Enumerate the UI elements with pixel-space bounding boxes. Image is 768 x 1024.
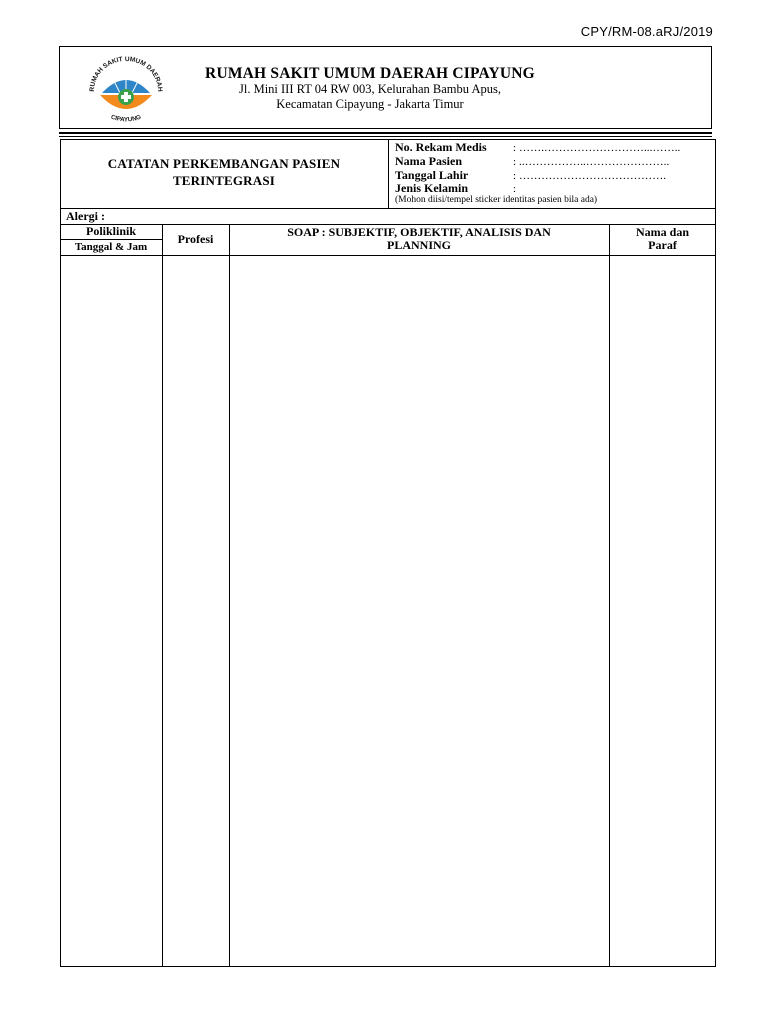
header-divider-thick (59, 132, 712, 134)
cell-poliklinik-entries[interactable] (61, 256, 162, 966)
field-value: : ..……………..………………….. (513, 156, 670, 168)
hospital-name: RUMAH SAKIT UMUM DAERAH CIPAYUNG (205, 65, 535, 82)
form-title (60, 155, 388, 189)
rule-poliklinik-split (60, 239, 162, 240)
identity-sticker-note: (Mohon diisi/tempel sticker identitas pasien bila ada) (395, 195, 598, 205)
column-header-date-time: Tanggal & Jam (74, 241, 148, 253)
hospital-header (59, 46, 712, 129)
rule-identity-divider (388, 139, 389, 208)
form-title-line-1: CATATAN PERKEMBANGAN PASIEN (107, 156, 341, 171)
hospital-logo-icon (82, 53, 170, 123)
column-header-soap (229, 226, 609, 252)
cell-profesi-entries[interactable] (163, 256, 229, 966)
address-line-2: Kecamatan Cipayung - Jakarta Timur (276, 97, 464, 111)
field-medical-record-number[interactable] (395, 141, 680, 155)
address-line-1: Jl. Mini III RT 04 RW 003, Kelurahan Bambu Apus, (239, 82, 501, 96)
field-value: : (513, 183, 517, 195)
field-label: Jenis Kelamin (395, 181, 469, 195)
form-title-line-2: TERINTEGRASI (172, 173, 276, 188)
logo-text-top: RUMAH SAKIT UMUM DAERAH (88, 55, 164, 92)
field-gender[interactable] (395, 182, 516, 196)
column-header-name-signature (609, 226, 716, 252)
field-patient-name[interactable] (395, 155, 669, 169)
field-label: Tanggal Lahir (395, 168, 469, 182)
column-header-profesi: Profesi (177, 232, 214, 246)
svg-text:CIPAYUNG (110, 114, 142, 123)
logo-text-bottom: CIPAYUNG (109, 113, 143, 123)
name-header-line-2: Paraf (648, 238, 677, 252)
name-header-line-1: Nama dan (635, 225, 689, 239)
header-divider-thin (59, 136, 712, 137)
soap-header-line-1: SOAP : SUBJEKTIF, OBJEKTIF, ANALISIS DAN (287, 225, 551, 239)
rule-below-identity (60, 208, 716, 209)
cell-soap-entries[interactable] (230, 256, 609, 966)
column-header-poliklinik: Poliklinik (85, 224, 137, 238)
field-label: No. Rekam Medis (395, 140, 487, 154)
field-value: : …………………………………. (513, 170, 667, 182)
soap-header-line-2: PLANNING (386, 238, 451, 252)
document-code: CPY/RM-08.aRJ/2019 (580, 24, 713, 39)
allergy-label: Alergi : (66, 209, 105, 223)
field-value: : …….………………………...…….. (513, 142, 681, 154)
hospital-address (200, 82, 540, 112)
cell-signature-entries[interactable] (610, 256, 715, 966)
field-label: Nama Pasien (395, 154, 462, 168)
